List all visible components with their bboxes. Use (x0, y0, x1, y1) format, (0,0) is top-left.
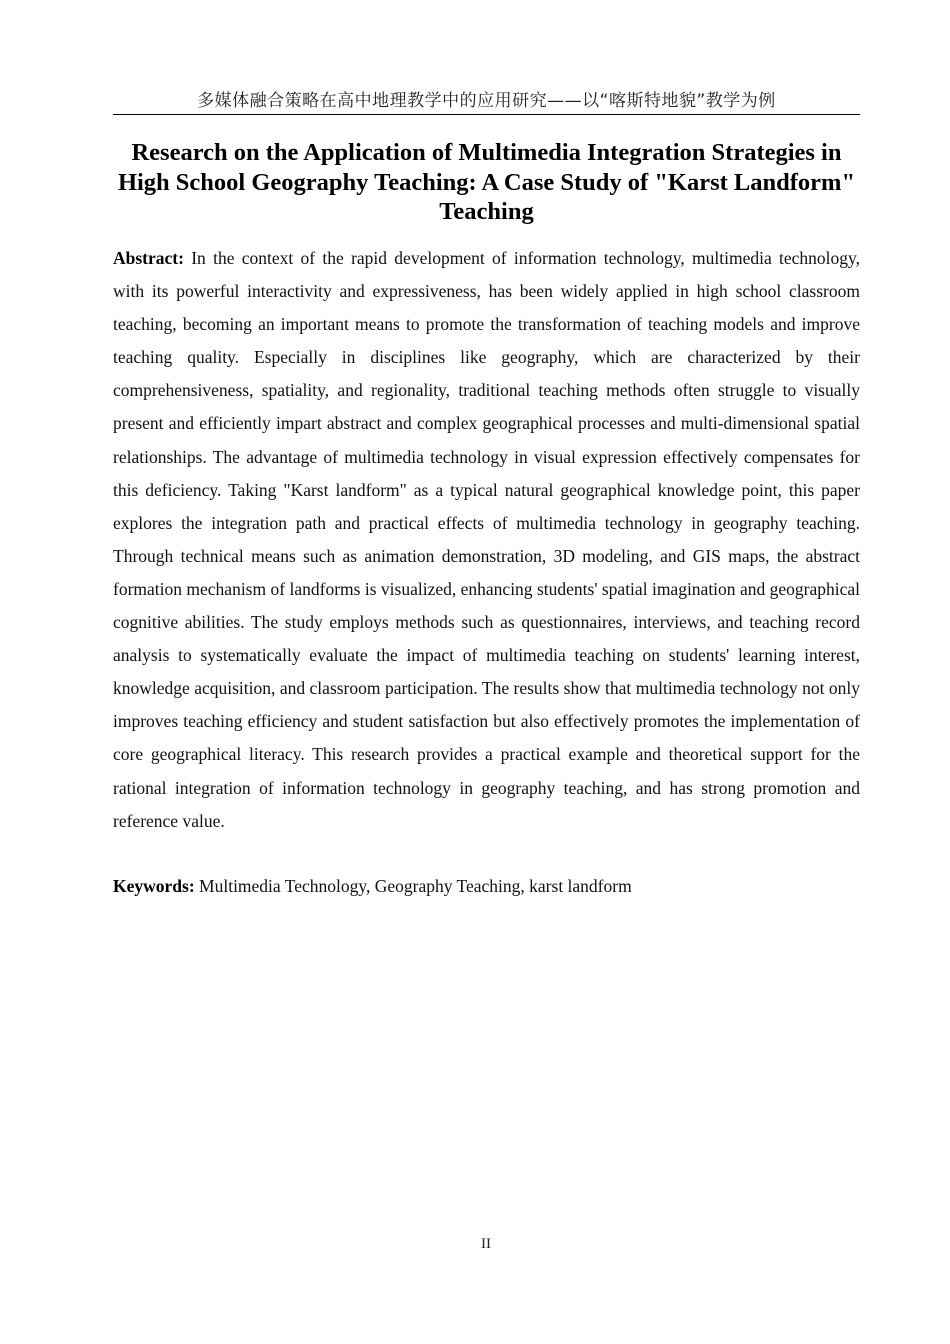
keywords-label: Keywords: (113, 876, 195, 896)
keywords-text: Multimedia Technology, Geography Teaching, karst landform (199, 876, 632, 896)
running-header (113, 90, 860, 115)
abstract-paragraph (113, 242, 860, 838)
keywords-paragraph (113, 870, 860, 903)
abstract-label: Abstract: (113, 248, 184, 268)
abstract-text: In the context of the rapid development of information technology, multimedia technology, with its powerful interactivity and expressiveness, has been widely applied in high school classroom teaching, becoming an important means to promote the transformation of teaching models and improve teaching quality. Especially in disciplines like geography, which are characterized by their comprehensiveness, spatiality, and regionality, traditional teaching methods often struggle to visually present and efficiently impart abstract and complex geographical processes and multi-dimensional spatial relationships. The advantage of multimedia technology in visual expression effectively compensates for this deficiency. Taking "Karst landform" as a typical natural geographical knowledge point, this paper explores the integration path and practical effects of multimedia technology in geography teaching. Through technical means such as animation demonstration, 3D modeling, and GIS maps, the abstract formation mechanism of landforms is visualized, enhancing students' spatial imagination and geographical cognitive abilities. The study employs methods such as questionnaires, interviews, and teaching record analysis to systematically evaluate the impact of multimedia teaching on students' learning interest, knowledge acquisition, and classroom participation. The results show that multimedia technology not only improves teaching efficiency and student satisfaction but also effectively promotes the implementation of core geographical literacy. This research provides a practical example and theoretical support for the rational integration of information technology in geography teaching, and has strong promotion and reference value. (113, 248, 860, 831)
paper-title: Research on the Application of Multimedia Integration Strategies in High School Geography Teaching: A Case Study of "Karst Landform" Teaching (117, 139, 856, 225)
page-number: II (481, 1236, 491, 1252)
running-header-text: 多媒体融合策略在高中地理教学中的应用研究——以“喀斯特地貌”教学为例 (197, 91, 776, 111)
